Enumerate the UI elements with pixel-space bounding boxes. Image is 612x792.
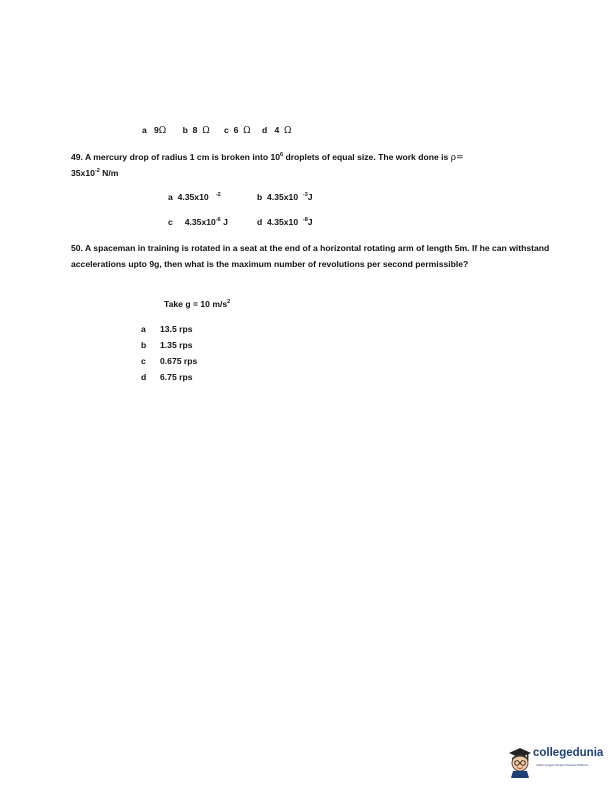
q48-option-d: d 4 Ω — [262, 125, 292, 136]
q49-question: 49. A mercury drop of radius 1 cm is broken into $10^6$ droplets of equal size. The work done is ρ= $35x10^{-2}$ N/m — [71, 152, 464, 178]
q50-question: 50. A spaceman in training is rotated in a seat at the end of a horizontal rotating arm of length 5m. If he can withstand accelerations upto 9g, then what is the maximum number of revolutions per second permissible? — [71, 243, 550, 269]
logo-tagline: India's largest Student Review Platform — [536, 763, 589, 767]
q50-note: Take g = 10 $m/s^2$ — [164, 299, 231, 309]
q49-option-d: d 4.35x10 $^{-8}$J — [257, 217, 313, 227]
q48-options — [142, 125, 291, 136]
q49-option-c: c $4.35x10^{-6}$ J — [168, 217, 228, 227]
q48-option-a: a 9Ω — [142, 125, 167, 136]
q48-option-c: c 6 Ω — [224, 125, 251, 136]
logo-wordmark: collegedunia — [533, 747, 604, 759]
graduate-mascot-icon — [506, 744, 534, 778]
q49-option-b: b 4.35x10 $^{-3}$J — [257, 192, 313, 202]
collegedunia-logo — [506, 744, 610, 784]
q48-option-b: b 8 Ω — [182, 125, 210, 136]
q50-option-c: c 0.675 rps — [141, 356, 198, 366]
q50-option-a: a 13.5 rps — [141, 324, 193, 334]
q49-option-a: a 4.35x10 $^{-2}$ — [168, 192, 221, 202]
q50-option-d: d 6.75 rps — [141, 372, 193, 382]
q50-option-b: b 1.35 rps — [141, 340, 193, 350]
